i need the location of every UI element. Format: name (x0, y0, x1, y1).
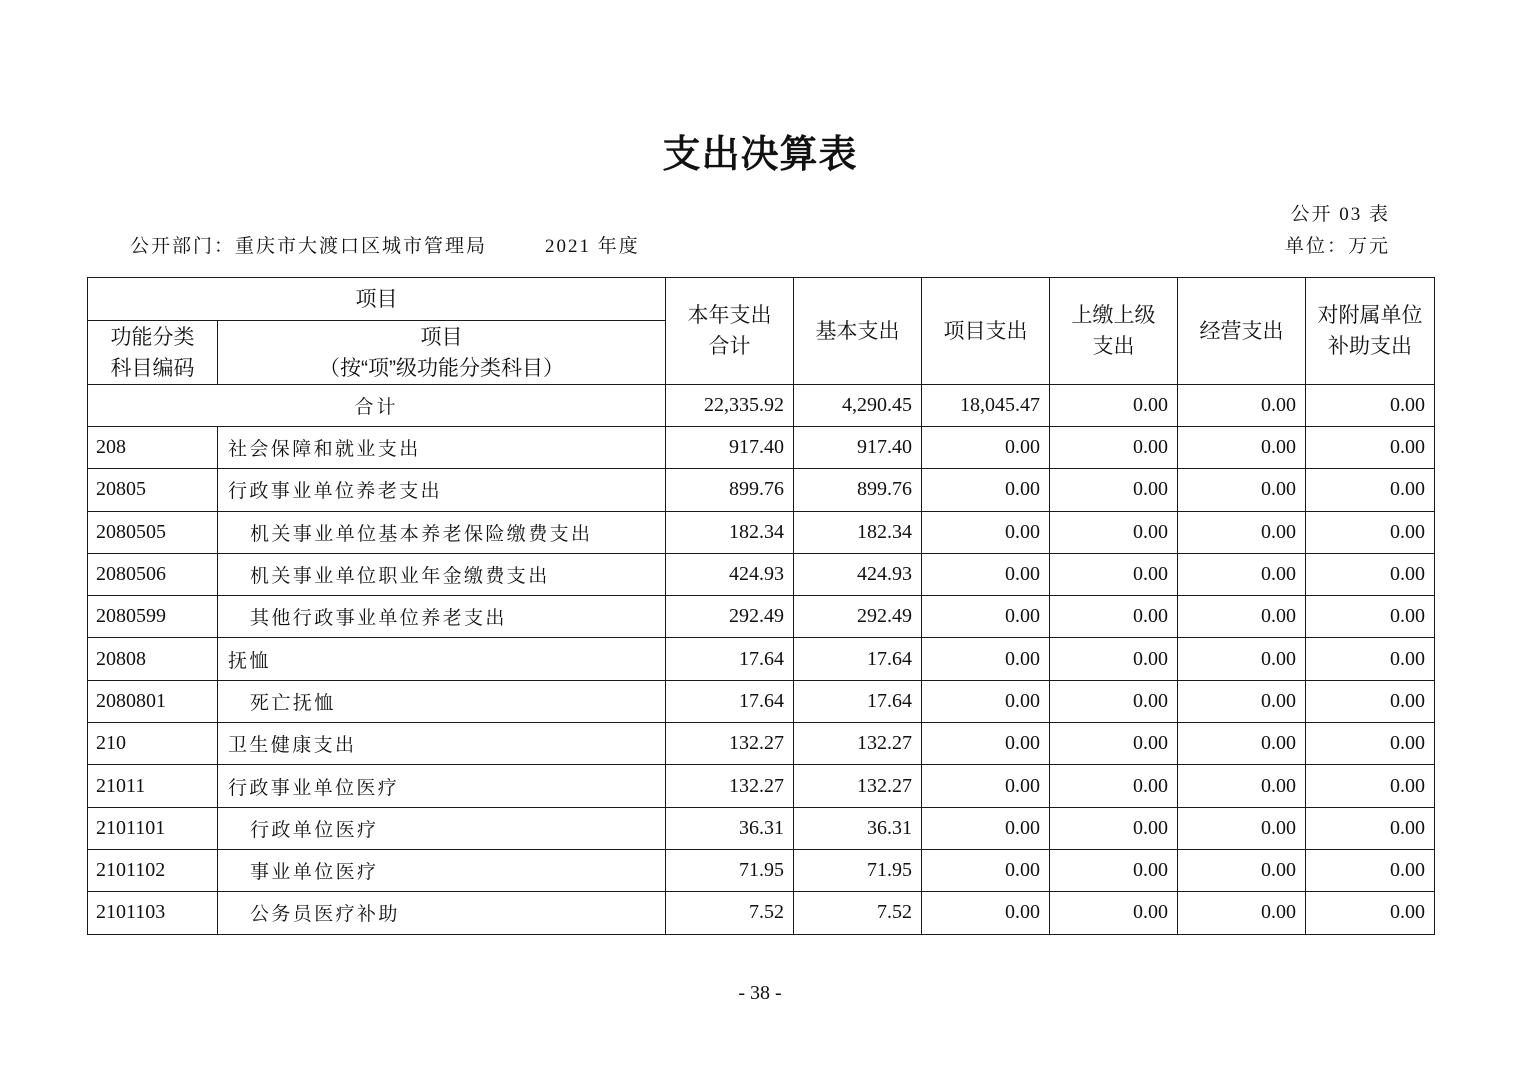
total-expenditure-cell: 71.95 (666, 849, 794, 891)
business-expenditure-cell: 0.00 (1178, 511, 1306, 553)
header-basic-expenditure: 基本支出 (794, 278, 922, 385)
remit-upper-cell: 0.00 (1050, 807, 1178, 849)
header-subsidy-affiliated: 对附属单位 补助支出 (1306, 278, 1435, 385)
row-code: 210 (88, 723, 218, 765)
subsidy-affiliated-cell: 0.00 (1306, 553, 1435, 595)
table-row (88, 892, 1435, 934)
remit-upper-cell: 0.00 (1050, 892, 1178, 934)
unit-label: 单位：万元 (1284, 236, 1390, 257)
row-item-name: 卫生健康支出 (218, 723, 666, 765)
basic-expenditure-cell: 17.64 (794, 680, 922, 722)
department-label: 公开部门：重庆市大渡口区城市管理局 (130, 236, 488, 257)
basic-expenditure-cell: 7.52 (794, 892, 922, 934)
project-expenditure-cell: 0.00 (922, 849, 1050, 891)
business-expenditure-cell: 0.00 (1178, 638, 1306, 680)
business-expenditure-cell: 0.00 (1178, 427, 1306, 469)
subsidy-affiliated-cell: 0.00 (1306, 849, 1435, 891)
total-expenditure-cell: 36.31 (666, 807, 794, 849)
remit-upper-cell: 0.00 (1050, 385, 1178, 427)
subsidy-affiliated-cell: 0.00 (1306, 638, 1435, 680)
page-number: - 38 - (738, 982, 782, 1004)
project-expenditure-cell: 0.00 (922, 427, 1050, 469)
business-expenditure-cell: 0.00 (1178, 680, 1306, 722)
total-expenditure-cell: 17.64 (666, 638, 794, 680)
remit-upper-cell: 0.00 (1050, 596, 1178, 638)
basic-expenditure-cell: 917.40 (794, 427, 922, 469)
subsidy-affiliated-cell: 0.00 (1306, 807, 1435, 849)
row-item-name: 社会保障和就业支出 (218, 427, 666, 469)
row-item-name: 死亡抚恤 (218, 680, 666, 722)
row-code: 2101103 (88, 892, 218, 934)
row-item-name: 机关事业单位职业年金缴费支出 (218, 553, 666, 595)
row-item-name: 机关事业单位基本养老保险缴费支出 (218, 511, 666, 553)
total-expenditure-cell: 17.64 (666, 680, 794, 722)
basic-expenditure-cell: 36.31 (794, 807, 922, 849)
row-code: 2101101 (88, 807, 218, 849)
header-item-group: 项目 (88, 278, 666, 321)
basic-expenditure-cell: 132.27 (794, 723, 922, 765)
project-expenditure-cell: 0.00 (922, 638, 1050, 680)
total-label: 合计 (88, 385, 666, 427)
project-expenditure-cell: 0.00 (922, 765, 1050, 807)
project-expenditure-cell: 0.00 (922, 680, 1050, 722)
total-expenditure-cell: 182.34 (666, 511, 794, 553)
remit-upper-cell: 0.00 (1050, 511, 1178, 553)
row-item-name: 行政事业单位医疗 (218, 765, 666, 807)
table-row (88, 469, 1435, 511)
project-expenditure-cell: 0.00 (922, 723, 1050, 765)
row-code: 2080599 (88, 596, 218, 638)
table-header (88, 278, 1435, 385)
row-item-name: 抚恤 (218, 638, 666, 680)
row-code: 2101102 (88, 849, 218, 891)
subsidy-affiliated-cell: 0.00 (1306, 723, 1435, 765)
document-title: 支出决算表 (662, 134, 858, 176)
total-expenditure-cell: 132.27 (666, 765, 794, 807)
subsidy-affiliated-cell: 0.00 (1306, 596, 1435, 638)
business-expenditure-cell: 0.00 (1178, 553, 1306, 595)
basic-expenditure-cell: 132.27 (794, 765, 922, 807)
total-expenditure-cell: 292.49 (666, 596, 794, 638)
row-code: 21011 (88, 765, 218, 807)
subsidy-affiliated-cell: 0.00 (1306, 892, 1435, 934)
remit-upper-cell: 0.00 (1050, 427, 1178, 469)
table-row (88, 849, 1435, 891)
project-expenditure-cell: 0.00 (922, 553, 1050, 595)
table-row (88, 723, 1435, 765)
remit-upper-cell: 0.00 (1050, 469, 1178, 511)
basic-expenditure-cell: 899.76 (794, 469, 922, 511)
header-code: 功能分类 科目编码 (88, 321, 218, 385)
row-item-name: 公务员医疗补助 (218, 892, 666, 934)
business-expenditure-cell: 0.00 (1178, 596, 1306, 638)
business-expenditure-cell: 0.00 (1178, 385, 1306, 427)
table-row (88, 553, 1435, 595)
row-item-name: 其他行政事业单位养老支出 (218, 596, 666, 638)
remit-upper-cell: 0.00 (1050, 680, 1178, 722)
row-code: 20808 (88, 638, 218, 680)
basic-expenditure-cell: 424.93 (794, 553, 922, 595)
total-row (88, 385, 1435, 427)
row-code: 2080506 (88, 553, 218, 595)
row-item-name: 行政事业单位养老支出 (218, 469, 666, 511)
business-expenditure-cell: 0.00 (1178, 807, 1306, 849)
header-item: 项目 （按“项”级功能分类科目） (218, 321, 666, 385)
remit-upper-cell: 0.00 (1050, 553, 1178, 595)
subsidy-affiliated-cell: 0.00 (1306, 765, 1435, 807)
row-code: 2080801 (88, 680, 218, 722)
project-expenditure-cell: 0.00 (922, 469, 1050, 511)
total-expenditure-cell: 22,335.92 (666, 385, 794, 427)
subsidy-affiliated-cell: 0.00 (1306, 511, 1435, 553)
row-item-name: 事业单位医疗 (218, 849, 666, 891)
business-expenditure-cell: 0.00 (1178, 849, 1306, 891)
business-expenditure-cell: 0.00 (1178, 892, 1306, 934)
table-row (88, 511, 1435, 553)
subsidy-affiliated-cell: 0.00 (1306, 385, 1435, 427)
basic-expenditure-cell: 182.34 (794, 511, 922, 553)
project-expenditure-cell: 0.00 (922, 892, 1050, 934)
subsidy-affiliated-cell: 0.00 (1306, 469, 1435, 511)
header-remit-upper: 上缴上级 支出 (1050, 278, 1178, 385)
table-row (88, 596, 1435, 638)
total-expenditure-cell: 917.40 (666, 427, 794, 469)
total-expenditure-cell: 7.52 (666, 892, 794, 934)
form-number: 公开 03 表 (1290, 204, 1390, 225)
project-expenditure-cell: 0.00 (922, 511, 1050, 553)
header-row-1 (88, 278, 1435, 321)
row-code: 2080505 (88, 511, 218, 553)
table-row (88, 807, 1435, 849)
business-expenditure-cell: 0.00 (1178, 723, 1306, 765)
basic-expenditure-cell: 71.95 (794, 849, 922, 891)
project-expenditure-cell: 0.00 (922, 807, 1050, 849)
subsidy-affiliated-cell: 0.00 (1306, 680, 1435, 722)
subsidy-affiliated-cell: 0.00 (1306, 427, 1435, 469)
row-code: 208 (88, 427, 218, 469)
table-body (88, 385, 1435, 935)
basic-expenditure-cell: 292.49 (794, 596, 922, 638)
expenditure-table (87, 277, 1435, 935)
business-expenditure-cell: 0.00 (1178, 469, 1306, 511)
total-expenditure-cell: 899.76 (666, 469, 794, 511)
remit-upper-cell: 0.00 (1050, 765, 1178, 807)
basic-expenditure-cell: 4,290.45 (794, 385, 922, 427)
header-project-expenditure: 项目支出 (922, 278, 1050, 385)
table-row (88, 765, 1435, 807)
business-expenditure-cell: 0.00 (1178, 765, 1306, 807)
header-business-expenditure: 经营支出 (1178, 278, 1306, 385)
fiscal-year-label: 2021 年度 (545, 236, 640, 257)
table-row (88, 638, 1435, 680)
total-expenditure-cell: 132.27 (666, 723, 794, 765)
table-row (88, 427, 1435, 469)
header-total-expenditure: 本年支出 合计 (666, 278, 794, 385)
row-item-name: 行政单位医疗 (218, 807, 666, 849)
remit-upper-cell: 0.00 (1050, 638, 1178, 680)
remit-upper-cell: 0.00 (1050, 723, 1178, 765)
remit-upper-cell: 0.00 (1050, 849, 1178, 891)
row-code: 20805 (88, 469, 218, 511)
project-expenditure-cell: 0.00 (922, 596, 1050, 638)
basic-expenditure-cell: 17.64 (794, 638, 922, 680)
total-expenditure-cell: 424.93 (666, 553, 794, 595)
project-expenditure-cell: 18,045.47 (922, 385, 1050, 427)
table-row (88, 680, 1435, 722)
